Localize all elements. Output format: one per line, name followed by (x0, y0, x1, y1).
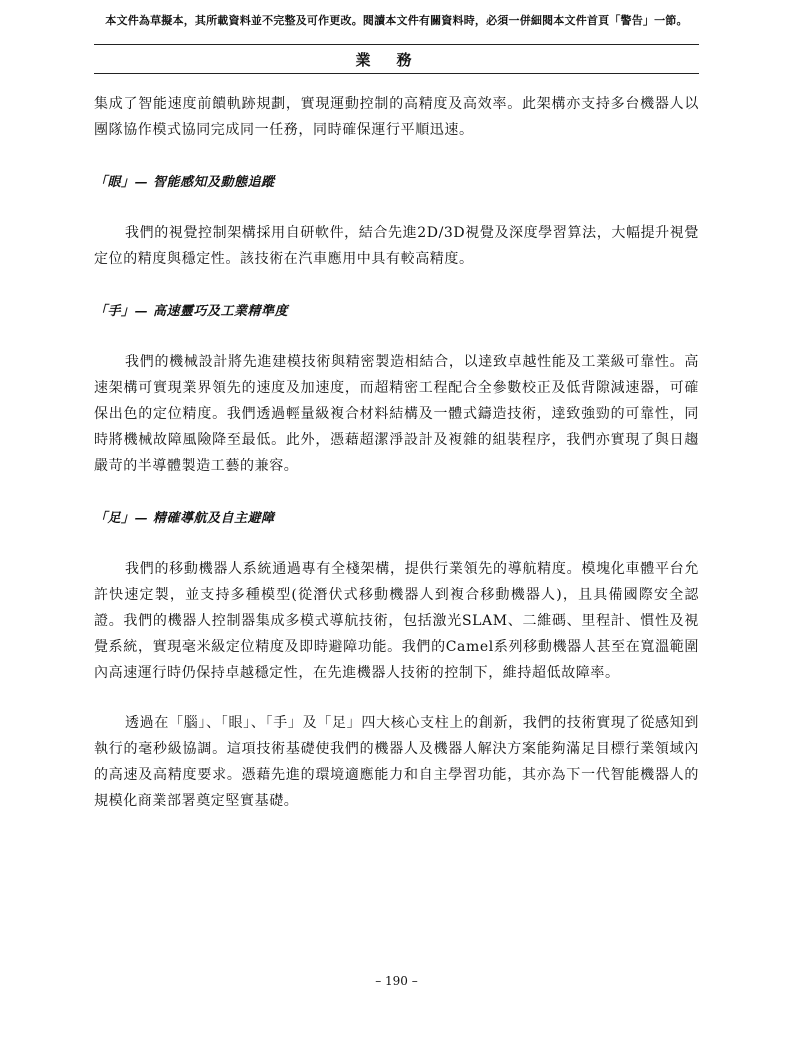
spacer (94, 196, 699, 220)
page-number: – 190 – (375, 974, 418, 988)
spacer (94, 686, 699, 710)
spacer (94, 532, 699, 556)
spacer (94, 272, 699, 299)
foot-paragraph: 我們的移動機器人系統通過專有全棧架構，提供行業領先的導航精度。模塊化車體平台允許快速定製，並支持多種模型(從潛伏式移動機器人到複合移動機器人)，且具備國際安全認證。我們的機器人控制器集成多模式導航技術，包括激光SLAM、二維碼、里程計、慣性及視覺系統，實現毫米級定位精度及即時避障功能。我們的Camel系列移動機器人甚至在寬溫範圍內高速運行時仍保持卓越穩定性，在先進機器人技術的控制下，維持超低故障率。 (94, 561, 699, 681)
hand-paragraph: 我們的機械設計將先進建模技術與精密製造相結合，以達致卓越性能及工業級可靠性。高速架構可實現業界領先的速度及加速度，而超精密工程配合全參數校正及低背隙減速器，可確保出色的定位精度。我們透過輕量級複合材料結構及一體式鑄造技術，達致強勁的可靠性，同時將機械故障風險降至最低。此外，憑藉超潔淨設計及複雜的組裝程序，我們亦實現了與日趨嚴苛的半導體製造工藝的兼容。 (94, 354, 699, 474)
foot-heading: 「足」— 精確導航及自主避障 (94, 511, 275, 526)
hand-heading: 「手」— 高速靈巧及工業精準度 (94, 304, 289, 319)
document-body (94, 91, 699, 814)
eye-paragraph: 我們的視覺控制架構採用自研軟件，結合先進2D/3D視覺及深度學習算法，大幅提升視覺定位的精度與穩定性。該技術在汽車應用中具有較高精度。 (94, 225, 699, 267)
intro-paragraph: 集成了智能速度前饋軌跡規劃，實現運動控制的高精度及高效率。此架構亦支持多台機器人以團隊協作模式協同完成同一任務，同時確保運行平順迅速。 (94, 96, 699, 138)
draft-warning: 本文件為草擬本，其所載資料並不完整及可作更改。閱讀本文件有關資料時，必須一併細閱本文件首頁「警告」一節。 (105, 14, 688, 27)
spacer (94, 143, 699, 170)
closing-paragraph: 透過在「腦」、「眼」、「手」及「足」四大核心支柱上的創新，我們的技術實現了從感知到執行的毫秒級協調。這項技術基礎使我們的機器人及機器人解決方案能夠滿足目標行業領域內的高速及高精度要求。憑藉先進的環境適應能力和自主學習功能，其亦為下一代智能機器人的規模化商業部署奠定堅實基礎。 (94, 715, 699, 809)
eye-heading: 「眼」— 智能感知及動態追蹤 (94, 175, 275, 190)
section-title: 業務 (355, 51, 438, 69)
header-rule-bottom (94, 73, 699, 74)
spacer (94, 325, 699, 349)
spacer (94, 479, 699, 506)
header-rule-top (94, 44, 699, 45)
